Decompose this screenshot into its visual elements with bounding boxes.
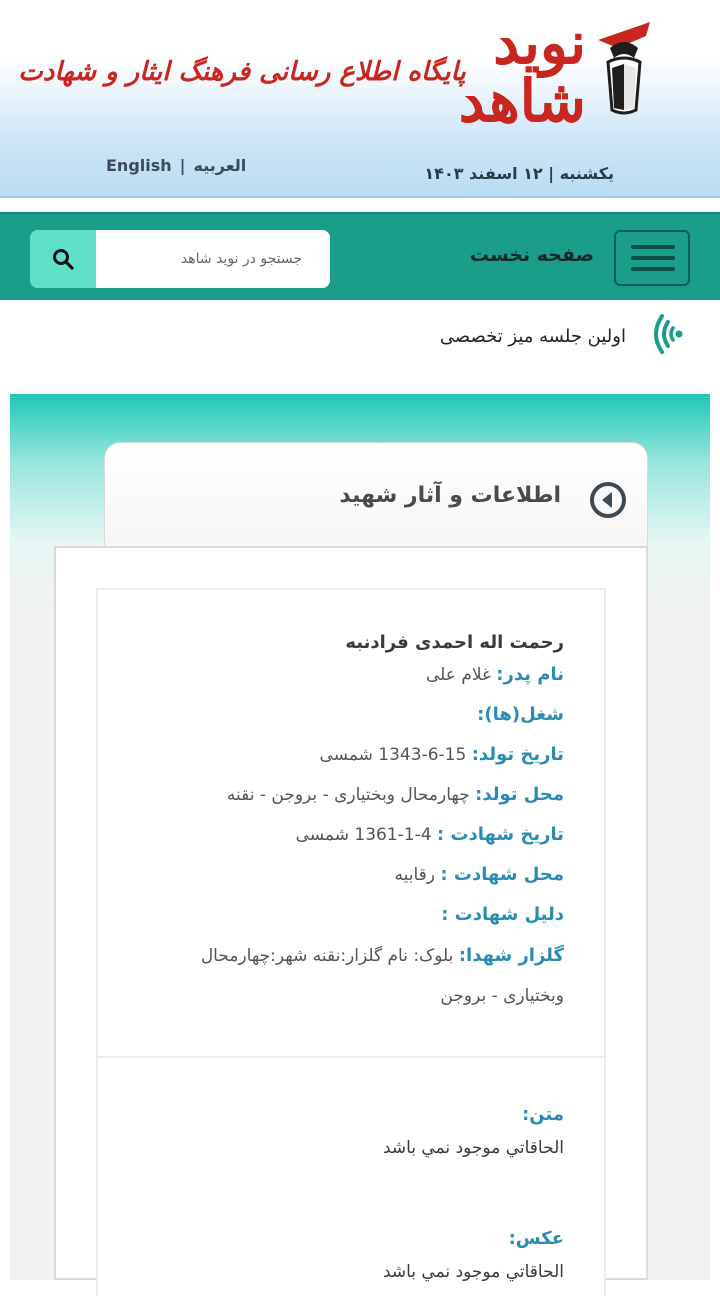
birth-date-value: 15-6-1343 شمسی bbox=[319, 745, 467, 765]
martyrdom-place-label: محل شهادت : bbox=[440, 864, 564, 885]
search-icon bbox=[51, 247, 75, 271]
hamburger-menu-button[interactable] bbox=[614, 230, 690, 286]
hamburger-line bbox=[631, 256, 675, 260]
birth-place-row bbox=[227, 784, 564, 805]
father-name-value: غلام علی bbox=[425, 665, 491, 685]
search-input[interactable] bbox=[96, 230, 330, 288]
cemetery-row bbox=[184, 936, 564, 1016]
logo-emblem-icon[interactable] bbox=[588, 18, 660, 118]
photo-section-label-row bbox=[509, 1228, 564, 1249]
occupation-row bbox=[477, 704, 564, 725]
text-section-value-row bbox=[383, 1138, 564, 1158]
martyrdom-date-value: 4-1-1361 شمسی bbox=[295, 825, 432, 845]
martyr-attachments-box bbox=[96, 1056, 606, 1296]
logo-subtitle: پایگاه اطلاع رسانی فرهنگ ایثار و شهادت bbox=[18, 57, 466, 87]
cemetery-value: بلوک: نام گلزار:نقنه شهر:چهارمحال وبختیاری - بروجن bbox=[200, 946, 564, 1006]
site-header bbox=[0, 0, 720, 198]
hamburger-line bbox=[631, 267, 675, 271]
martyrdom-reason-row bbox=[441, 904, 564, 925]
martyr-details-box bbox=[96, 588, 606, 1058]
photo-section-value: الحاقاتي موجود نمي باشد bbox=[382, 1262, 564, 1282]
birth-date-row bbox=[319, 744, 564, 765]
current-date: یکشنبه | ۱۲ اسفند ۱۴۰۳ bbox=[424, 164, 614, 183]
martyrdom-place-value: رقابیه bbox=[394, 865, 435, 885]
photo-section-label: عکس: bbox=[508, 1228, 564, 1249]
home-link[interactable]: صفحه نخست bbox=[469, 244, 594, 266]
birth-date-label: تاریخ تولد: bbox=[471, 744, 564, 765]
news-ticker-text[interactable]: اولین جلسه میز تخصصی bbox=[439, 326, 626, 347]
language-switcher bbox=[106, 156, 246, 175]
cemetery-label: گلزار شهدا: bbox=[458, 945, 564, 966]
search-button[interactable] bbox=[30, 230, 96, 288]
martyr-name: رحمت اله احمدی فرادنبه bbox=[345, 632, 564, 653]
birth-place-label: محل تولد: bbox=[475, 784, 564, 805]
logo-wordmark-text: نوید شاهد bbox=[458, 9, 586, 135]
section-title: اطلاعات و آثار شهید bbox=[339, 483, 561, 508]
father-name-label: نام پدر: bbox=[496, 664, 564, 685]
lang-arabic-link[interactable]: العربیه bbox=[193, 156, 247, 175]
martyrdom-date-row bbox=[296, 824, 564, 845]
text-section-label-row bbox=[522, 1104, 564, 1125]
occupation-label: شغل(ها): bbox=[477, 704, 564, 725]
photo-section-value-row bbox=[383, 1262, 564, 1282]
main-navbar bbox=[0, 212, 720, 300]
birth-place-value: چهارمحال وبختیاری - بروجن - نقنه bbox=[226, 785, 470, 805]
text-section-value: الحاقاتي موجود نمي باشد bbox=[382, 1138, 564, 1158]
play-circle-icon[interactable] bbox=[589, 481, 627, 519]
martyrdom-reason-label: دلیل شهادت : bbox=[441, 904, 564, 925]
father-name-row bbox=[426, 664, 564, 685]
header-divider bbox=[0, 196, 720, 198]
hamburger-line bbox=[631, 245, 675, 249]
search-box bbox=[30, 230, 330, 288]
martyrdom-place-row bbox=[395, 864, 565, 885]
section-tab bbox=[104, 442, 648, 552]
martyrdom-date-label: تاریخ شهادت : bbox=[436, 824, 564, 845]
broadcast-icon bbox=[652, 312, 686, 356]
lang-english-link[interactable]: English bbox=[106, 156, 172, 175]
text-section-label: متن: bbox=[522, 1104, 564, 1125]
lang-separator: | bbox=[179, 156, 186, 175]
